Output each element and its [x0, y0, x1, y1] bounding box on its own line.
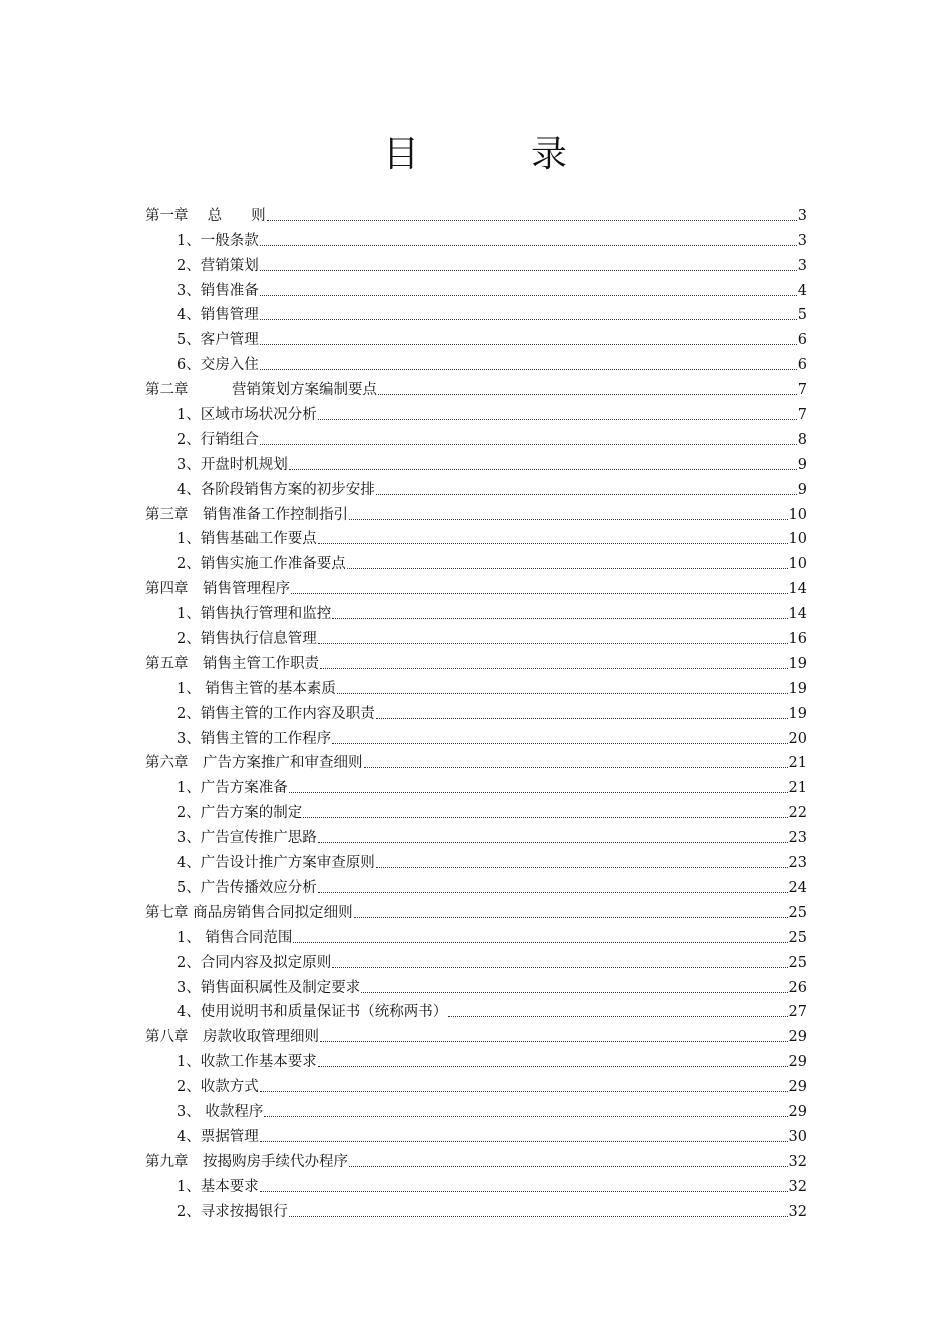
- toc-page-number: 21: [788, 755, 807, 772]
- dot-leader: [264, 1116, 787, 1117]
- toc-chapter-entry[interactable]: [145, 573, 807, 598]
- toc-section-entry[interactable]: [145, 673, 807, 698]
- toc-section-entry[interactable]: [145, 1171, 807, 1196]
- toc-entry-text: 2、广告方案的制定: [177, 805, 303, 822]
- dot-leader: [349, 1166, 788, 1167]
- dot-leader: [448, 1016, 787, 1017]
- toc-chapter-entry[interactable]: [145, 897, 807, 922]
- dot-leader: [289, 469, 797, 470]
- toc-section-entry[interactable]: [145, 349, 807, 374]
- toc-entry-text: 3、销售面积属性及制定要求: [177, 979, 361, 996]
- dot-leader: [267, 220, 797, 221]
- toc-page-number: 14: [788, 606, 807, 623]
- dot-leader: [361, 992, 787, 993]
- toc-section-entry[interactable]: [145, 598, 807, 623]
- toc-entry-text: 1、收款工作基本要求: [177, 1054, 317, 1071]
- dot-leader: [318, 643, 788, 644]
- toc-chapter-entry[interactable]: [145, 374, 807, 399]
- dot-leader: [260, 444, 797, 445]
- dot-leader: [260, 344, 797, 345]
- toc-section-entry[interactable]: [145, 947, 807, 972]
- toc-section-entry[interactable]: [145, 399, 807, 424]
- toc-page-number: 19: [788, 705, 807, 722]
- toc-section-entry[interactable]: [145, 324, 807, 349]
- toc-entry-text: 1、 销售主管的基本素质: [177, 680, 336, 697]
- toc-page-number: 16: [788, 631, 807, 648]
- toc-page-number: 27: [788, 1004, 807, 1021]
- toc-section-entry[interactable]: [145, 822, 807, 847]
- toc-page-number: 19: [788, 680, 807, 697]
- toc-entry-text: 4、票据管理: [177, 1128, 259, 1145]
- dot-leader: [354, 917, 788, 918]
- dot-leader: [318, 419, 797, 420]
- toc-section-entry[interactable]: [145, 997, 807, 1022]
- toc-page-number: 6: [797, 357, 807, 374]
- toc-page-number: 10: [788, 531, 807, 548]
- dot-leader: [376, 494, 797, 495]
- toc-entry-text: 第一章 总 则: [145, 207, 266, 224]
- dot-leader: [303, 817, 787, 818]
- toc-section-entry[interactable]: [145, 972, 807, 997]
- toc-page-number: 29: [788, 1029, 807, 1046]
- toc-entry-text: 4、使用说明书和质量保证书（统称两书）: [177, 1004, 448, 1021]
- toc-entry-text: 5、客户管理: [177, 332, 259, 349]
- toc-page-number: 7: [797, 382, 807, 399]
- toc-entry-text: 1、区域市场状况分析: [177, 407, 317, 424]
- toc-entry-text: 第七章 商品房销售合同拟定细则: [145, 904, 353, 921]
- toc-page-number: 32: [788, 1203, 807, 1220]
- toc-chapter-entry[interactable]: [145, 200, 807, 225]
- toc-entry-text: 1、销售执行管理和监控: [177, 606, 332, 623]
- toc-section-entry[interactable]: [145, 1096, 807, 1121]
- toc-entry-text: 第三章 销售准备工作控制指引: [145, 506, 348, 523]
- toc-section-entry[interactable]: [145, 275, 807, 300]
- toc-entry-text: 第六章 广告方案推广和审查细则: [145, 755, 363, 772]
- toc-page-number: 25: [788, 954, 807, 971]
- toc-page-number: 29: [788, 1054, 807, 1071]
- toc-section-entry[interactable]: [145, 623, 807, 648]
- toc-entry-text: 2、行销组合: [177, 431, 259, 448]
- toc-section-entry[interactable]: [145, 225, 807, 250]
- toc-page-number: 21: [788, 780, 807, 797]
- toc-entry-text: 6、交房入住: [177, 357, 259, 374]
- toc-page-number: 25: [788, 929, 807, 946]
- dot-leader: [364, 767, 788, 768]
- toc-page-number: 5: [797, 307, 807, 324]
- toc-entry-text: 第八章 房款收取管理细则: [145, 1029, 319, 1046]
- toc-section-entry[interactable]: [145, 424, 807, 449]
- toc-entry-text: 2、销售主管的工作内容及职责: [177, 705, 375, 722]
- toc-entry-text: 3、销售准备: [177, 282, 259, 299]
- toc-section-entry[interactable]: [145, 1196, 807, 1221]
- dot-leader: [260, 1141, 788, 1142]
- dot-leader: [318, 1066, 788, 1067]
- toc-page-number: 24: [788, 879, 807, 896]
- dot-leader: [260, 1091, 788, 1092]
- dot-leader: [260, 369, 797, 370]
- toc-entry-text: 2、销售执行信息管理: [177, 631, 317, 648]
- dot-leader: [332, 743, 787, 744]
- dot-leader: [318, 892, 788, 893]
- dot-leader: [378, 394, 797, 395]
- toc-section-entry[interactable]: [145, 250, 807, 275]
- toc-page-number: 23: [788, 830, 807, 847]
- toc-entry-text: 4、广告设计推广方案审查原则: [177, 855, 375, 872]
- toc-entry-text: 2、营销策划: [177, 257, 259, 274]
- toc-page-number: 8: [797, 431, 807, 448]
- toc-page-number: 4: [797, 282, 807, 299]
- toc-page-number: 9: [797, 481, 807, 498]
- toc-entry-text: 第二章 营销策划方案编制要点: [145, 382, 377, 399]
- dot-leader: [260, 319, 797, 320]
- toc-entry-text: 第五章 销售主管工作职责: [145, 655, 319, 672]
- toc-page-number: 20: [788, 730, 807, 747]
- toc-entry-text: 2、收款方式: [177, 1079, 259, 1096]
- toc-page-number: 32: [788, 1178, 807, 1195]
- toc-entry-text: 3、 收款程序: [177, 1103, 264, 1120]
- toc-section-entry[interactable]: [145, 797, 807, 822]
- toc-page-number: 23: [788, 855, 807, 872]
- dot-leader: [349, 519, 788, 520]
- toc-section-entry[interactable]: [145, 1046, 807, 1071]
- dot-leader: [289, 792, 788, 793]
- dot-leader: [332, 967, 787, 968]
- toc-entry-text: 3、广告宣传推广思路: [177, 830, 317, 847]
- toc-entry-text: 1、一般条款: [177, 232, 259, 249]
- toc-page-number: 29: [788, 1103, 807, 1120]
- toc-section-entry[interactable]: [145, 922, 807, 947]
- toc-entry-text: 2、寻求按揭银行: [177, 1203, 288, 1220]
- toc-page-number: 10: [788, 556, 807, 573]
- toc-chapter-entry[interactable]: [145, 648, 807, 673]
- dot-leader: [332, 618, 787, 619]
- dot-leader: [260, 245, 797, 246]
- dot-leader: [376, 867, 788, 868]
- toc-page-number: 29: [788, 1079, 807, 1096]
- toc-chapter-entry[interactable]: [145, 499, 807, 524]
- toc-entry-text: 4、销售管理: [177, 307, 259, 324]
- toc-chapter-entry[interactable]: [145, 1146, 807, 1171]
- dot-leader: [318, 543, 788, 544]
- toc-entry-text: 3、开盘时机规划: [177, 456, 288, 473]
- dot-leader: [293, 942, 787, 943]
- toc-entry-text: 5、广告传播效应分析: [177, 879, 317, 896]
- toc-page-number: 26: [788, 979, 807, 996]
- toc-section-entry[interactable]: [145, 474, 807, 499]
- dot-leader: [376, 718, 788, 719]
- toc-page-number: 14: [788, 581, 807, 598]
- toc-page-number: 25: [788, 904, 807, 921]
- toc-entry-text: 4、各阶段销售方案的初步安排: [177, 481, 375, 498]
- toc-page-number: 3: [797, 232, 807, 249]
- toc-entry-text: 1、 销售合同范围: [177, 929, 293, 946]
- toc-section-entry[interactable]: [145, 300, 807, 325]
- toc-section-entry[interactable]: [145, 449, 807, 474]
- dot-leader: [318, 842, 788, 843]
- toc-entry-text: 1、基本要求: [177, 1178, 259, 1195]
- toc-section-entry[interactable]: [145, 1071, 807, 1096]
- toc-section-entry[interactable]: [145, 872, 807, 897]
- toc-section-entry[interactable]: [145, 698, 807, 723]
- toc-section-entry[interactable]: [145, 723, 807, 748]
- dot-leader: [347, 568, 788, 569]
- dot-leader: [260, 1191, 788, 1192]
- toc-entry-text: 2、合同内容及拟定原则: [177, 954, 332, 971]
- toc-page-number: 19: [788, 655, 807, 672]
- dot-leader: [337, 693, 788, 694]
- dot-leader: [289, 1216, 788, 1217]
- toc-page-number: 7: [797, 407, 807, 424]
- toc-page-number: 32: [788, 1153, 807, 1170]
- toc-page-number: 6: [797, 332, 807, 349]
- dot-leader: [320, 1041, 788, 1042]
- toc-entry-text: 3、销售主管的工作程序: [177, 730, 332, 747]
- toc-section-entry[interactable]: [145, 847, 807, 872]
- dot-leader: [320, 668, 788, 669]
- dot-leader: [260, 270, 797, 271]
- toc-page-number: 3: [797, 207, 807, 224]
- toc-page-number: 30: [788, 1128, 807, 1145]
- dot-leader: [260, 295, 797, 296]
- toc-section-entry[interactable]: [145, 1121, 807, 1146]
- toc-page-number: 10: [788, 506, 807, 523]
- toc-page-number: 3: [797, 257, 807, 274]
- table-of-contents: [145, 200, 807, 1221]
- toc-entry-text: 2、销售实施工作准备要点: [177, 556, 346, 573]
- toc-section-entry[interactable]: [145, 548, 807, 573]
- toc-chapter-entry[interactable]: [145, 748, 807, 773]
- dot-leader: [291, 593, 788, 594]
- toc-page-number: 9: [797, 456, 807, 473]
- toc-chapter-entry[interactable]: [145, 1021, 807, 1046]
- toc-entry-text: 第四章 销售管理程序: [145, 581, 290, 598]
- toc-entry-text: 1、广告方案准备: [177, 780, 288, 797]
- toc-title: 目 录: [382, 134, 605, 175]
- toc-entry-text: 第九章 按揭购房手续代办程序: [145, 1153, 348, 1170]
- toc-section-entry[interactable]: [145, 772, 807, 797]
- toc-section-entry[interactable]: [145, 524, 807, 549]
- toc-entry-text: 1、销售基础工作要点: [177, 531, 317, 548]
- toc-page-number: 22: [788, 805, 807, 822]
